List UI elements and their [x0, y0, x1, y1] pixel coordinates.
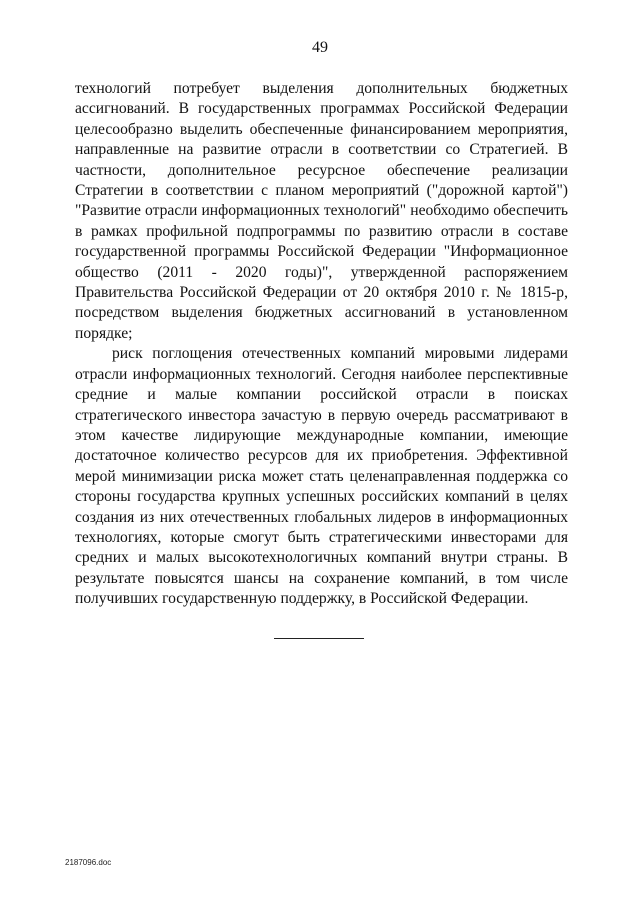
footer-filename: 2187096.doc — [65, 858, 112, 867]
body-text — [75, 79, 568, 610]
paragraph-acquisition-risk: риск поглощения отечественных компаний мировыми лидерами отрасли информационных технологий. Сегодня наиболее перспективные средние и малые компании российской отрасли в поисках стратегического инвестора зачастую в первую очередь рассматривают в этом качестве лидирующие международные компании, имеющие достаточное количество ресурсов для их приобретения. Эффективной мерой минимизации риска может стать целенаправленная поддержка со стороны государства крупных успешных российских компаний в целях создания из них отечественных глобальных лидеров в информационных технологиях, которые смогут быть стратегическими инвесторами для средних и малых высокотехнологичных компаний внутри страны. В результате повысятся шансы на сохранение компаний, в том числе получивших государственную поддержку, в Российской Федерации. — [75, 345, 568, 608]
paragraph-funding: технологий потребует выделения дополнительных бюджетных ассигнований. В государственных программах Российской Федерации целесообразно выделить обеспеченные финансированием мероприятия, направленные на развитие отрасли в соответствии со Стратегией. В частности, дополнительное ресурсное обеспечение реализации Стратегии в соответствии с планом мероприятий ("дорожной картой") "Развитие отрасли информационных технологий" необходимо обеспечить в рамках профильной подпрограммы по развитию отрасли в составе государственной программы Российской Федерации "Информационное общество (2011 - 2020 годы)", утвержденной распоряжением Правительства Российской Федерации от 20 октября 2010 г. № 1815-р, посредством выделения бюджетных ассигнований в установленном порядке; — [75, 80, 568, 342]
page-number: 49 — [312, 39, 328, 56]
separator-line — [274, 638, 364, 639]
